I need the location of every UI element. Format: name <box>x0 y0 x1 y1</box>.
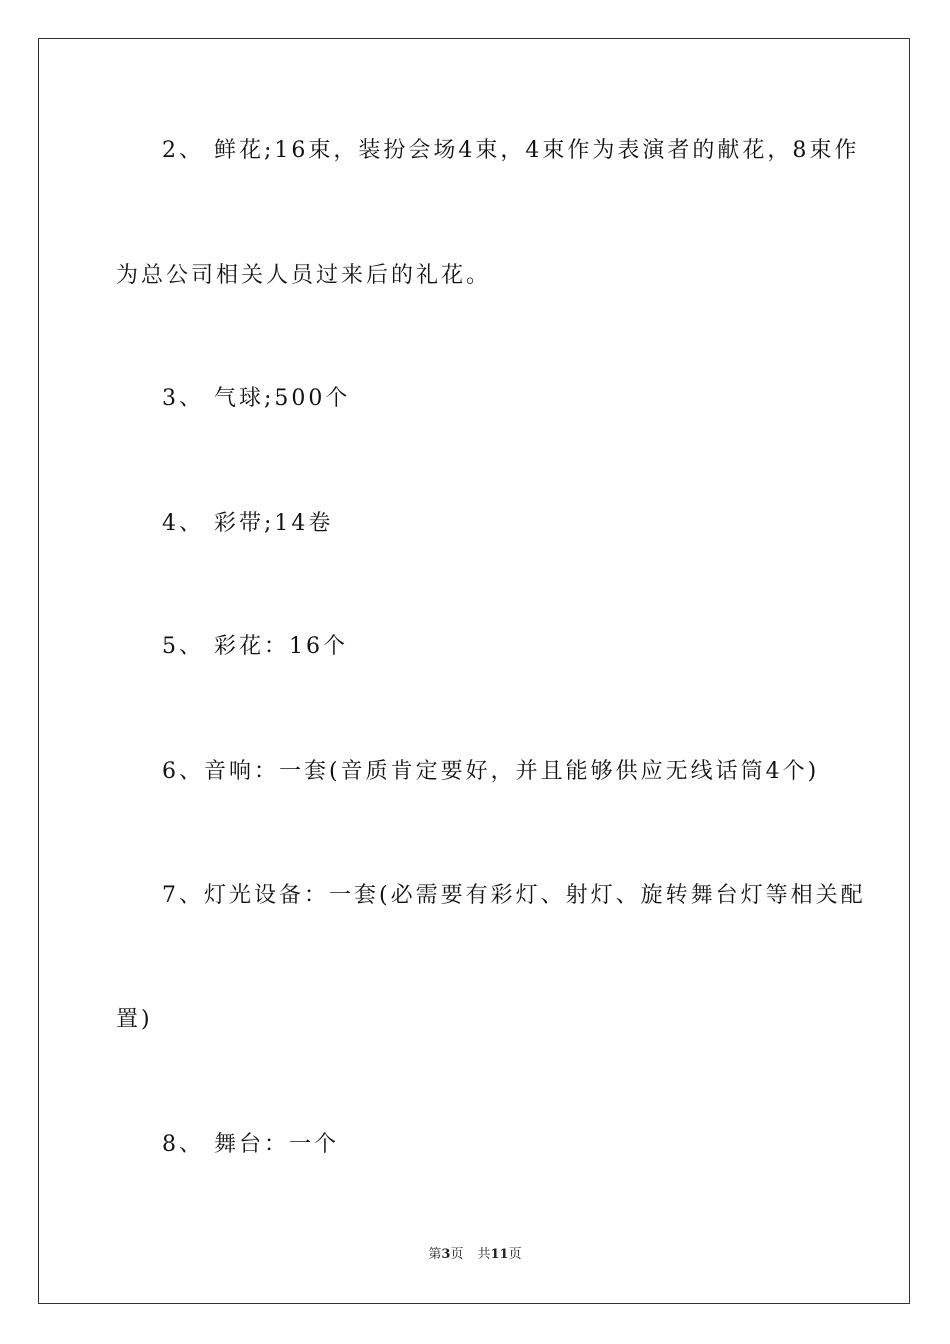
body-line-item-2-continued: 为总公司相关人员过来后的礼花。 <box>116 263 492 288</box>
page-footer <box>0 1246 950 1264</box>
footer-page-prefix: 第 <box>428 1247 442 1262</box>
footer-total-prefix: 共 <box>477 1247 491 1262</box>
page-border <box>38 38 910 1304</box>
body-line-item-4: 4、 彩带;14卷 <box>162 511 334 536</box>
body-line-item-7-continued: 置) <box>116 1007 153 1032</box>
body-line-item-2: 2、 鲜花;16束，装扮会场4束，4束作为表演者的献花，8束作 <box>162 138 860 163</box>
footer-total-suffix: 页 <box>508 1247 522 1262</box>
body-line-item-6: 6、音响：一套(音质肯定要好，并且能够供应无线话筒4个) <box>162 759 820 784</box>
footer-page-suffix: 页 <box>450 1247 464 1262</box>
body-line-item-3: 3、 气球;500个 <box>162 386 351 411</box>
footer-page-number: 3 <box>441 1247 451 1262</box>
footer-total-pages: 11 <box>490 1247 509 1262</box>
body-line-item-7: 7、灯光设备：一套(必需要有彩灯、射灯、旋转舞台灯等相关配 <box>162 883 866 908</box>
body-line-item-5: 5、 彩花：16个 <box>162 634 348 659</box>
body-line-item-8: 8、 舞台：一个 <box>162 1132 339 1157</box>
